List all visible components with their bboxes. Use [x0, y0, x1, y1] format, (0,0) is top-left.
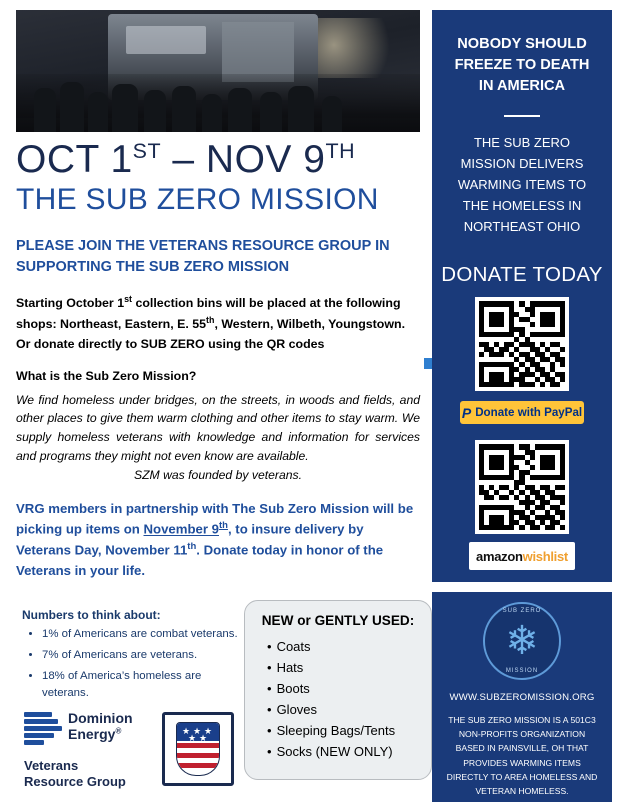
shield-icon: [176, 722, 220, 776]
photo-person: [172, 86, 196, 132]
amazon-wishlist-label: wishlist: [522, 548, 568, 564]
amazon-wishlist-button[interactable]: [469, 542, 575, 570]
divider: [504, 115, 540, 117]
statistics-heading: Numbers to think about:: [22, 608, 161, 622]
statistics-list: [22, 626, 242, 706]
mission-founder-line: SZM was founded by veterans.: [133, 468, 302, 483]
registered-mark: ®: [115, 726, 122, 736]
dominion-line-1: Dominion: [68, 710, 133, 726]
page-subtitle: THE SUB ZERO MISSION: [16, 182, 379, 216]
mission-description-text: We find homeless under bridges, on the streets, in woods and fields, and other places to give them warm clothing and other items to stay warm. We supply homeless veterans with knowledge and information for services and programs they might not even know are available.: [16, 392, 420, 464]
paypal-qr-grid: [479, 301, 565, 387]
organization-info-panel: [432, 592, 612, 802]
mission-question-heading: What is the Sub Zero Mission?: [16, 368, 197, 383]
photo-person: [202, 94, 222, 132]
list-item: • Boots: [267, 678, 431, 699]
photo-truck-window: [126, 26, 206, 54]
veterans-resource-group-seal: [162, 712, 234, 786]
sidebar-description: THE SUB ZERO MISSION DELIVERS WARMING ITEMS TO THE HOMELESS IN NORTHEAST OHIO: [457, 135, 587, 234]
website-url[interactable]: WWW.SUBZEROMISSION.ORG: [449, 692, 595, 703]
ordinal-st: st: [124, 293, 133, 304]
sponsor-logos: [24, 710, 244, 802]
star-icon: ★: [204, 726, 213, 736]
pickup-ordinal-th-2: th: [187, 541, 197, 553]
photo-person: [228, 88, 252, 132]
needed-items-list: [245, 636, 431, 762]
donate-heading: DONATE TODAY: [441, 263, 603, 287]
vrg-line-2: Resource Group: [24, 773, 126, 789]
shield-stripe: [177, 753, 219, 758]
ordinal-th: th: [206, 315, 215, 326]
list-item: • Sleeping Bags/Tents: [267, 720, 431, 741]
headline-ordinal-st: ST: [132, 139, 162, 163]
shield-stripe: [177, 743, 219, 748]
photo-person: [88, 92, 108, 132]
list-item: • Gloves: [267, 699, 431, 720]
list-item: • Hats: [267, 657, 431, 678]
paypal-icon: P: [461, 404, 472, 421]
list-item: • 18% of America’s homeless are veterans.: [42, 668, 242, 702]
photo-person: [322, 96, 342, 132]
donate-sidebar: [432, 10, 612, 582]
logo-top-text: SUB ZERO: [502, 608, 542, 614]
star-icon: ★: [199, 733, 208, 743]
sub-zero-mission-logo: [483, 602, 561, 680]
photo-person: [112, 84, 138, 132]
star-icon: ★: [193, 726, 202, 736]
collection-part-1: Starting October 1: [16, 296, 125, 311]
headline-date-middle: – NOV 9: [161, 138, 326, 181]
pickup-paragraph: [16, 499, 420, 582]
needed-items-box: [244, 600, 432, 780]
amazon-qr-grid: [479, 444, 565, 530]
paypal-qr-code[interactable]: [475, 297, 569, 391]
pickup-part-2: , to insure delivery by Veterans Day, November 11: [16, 521, 364, 558]
amazon-wishlist-qr-code[interactable]: [475, 440, 569, 534]
list-item: • Coats: [267, 636, 431, 657]
join-call-to-action: PLEASE JOIN THE VETERANS RESOURCE GROUP IN SUPPORTING THE SUB ZERO MISSION: [16, 237, 390, 275]
photo-person: [288, 86, 314, 132]
collection-bins-paragraph: [16, 292, 420, 355]
page-title: [16, 140, 420, 181]
photo-person: [260, 92, 282, 132]
list-item: • 7% of Americans are veterans.: [42, 647, 242, 664]
pickup-part-1: VRG members in partnership with The Sub Zero Mission will be picking up items on: [16, 501, 414, 537]
list-item: • 1% of Americans are combat veterans.: [42, 626, 242, 643]
pickup-date-underlined: November 9: [143, 521, 219, 537]
collection-part-2: collection bins will be placed at the following shops: Northeast, Eastern, E. 55: [16, 296, 401, 332]
paypal-donate-button[interactable]: [460, 401, 584, 424]
paypal-button-label: Donate with PayPal: [475, 406, 583, 420]
mission-description: [16, 391, 420, 486]
organization-description: THE SUB ZERO MISSION IS A 501C3 NON-PROFITS ORGANIZATION BASED IN PAINSVILLE, OH THAT PROVIDES WARMING ITEMS DIRECTLY TO AREA HOMELESS AND VETERAN HOMELESS.: [446, 715, 598, 796]
pickup-ordinal-th: th: [219, 520, 228, 532]
snowflake-icon: ❄: [505, 619, 539, 663]
vrg-line-1: Veterans: [24, 758, 79, 773]
list-item: • Socks (NEW ONLY): [267, 741, 431, 762]
headline-date-prefix: OCT 1: [16, 138, 133, 181]
photo-person: [144, 90, 166, 132]
dominion-line-2: Energy: [68, 726, 116, 743]
photo-person: [60, 82, 84, 132]
left-column: [16, 10, 420, 802]
photo-truck-door: [222, 22, 294, 82]
sidebar-title: NOBODY SHOULD FREEZE TO DEATH IN AMERICA: [454, 36, 590, 95]
logo-bottom-text: MISSION: [505, 668, 539, 674]
collection-truck-photo: [16, 10, 420, 132]
star-icon: ★: [182, 726, 191, 736]
headline-ordinal-th: TH: [325, 139, 356, 163]
needed-items-title: NEW or GENTLY USED:: [261, 613, 415, 628]
amazon-wordmark: [476, 549, 568, 564]
pickup-part-3: . Donate today in honor of the Veterans in your life.: [16, 542, 384, 579]
veterans-resource-group-wordmark: [24, 758, 126, 789]
shield-stripe: [177, 763, 219, 768]
star-icon: ★: [188, 733, 197, 743]
amazon-label: amazon: [476, 548, 523, 564]
collection-part-3: , Western, Wilbeth, Youngstown. Or donate directly to SUB ZERO using the QR codes: [16, 317, 406, 352]
photo-person: [34, 88, 56, 132]
dominion-mark-icon: [24, 712, 62, 744]
dominion-energy-wordmark: [68, 710, 133, 742]
